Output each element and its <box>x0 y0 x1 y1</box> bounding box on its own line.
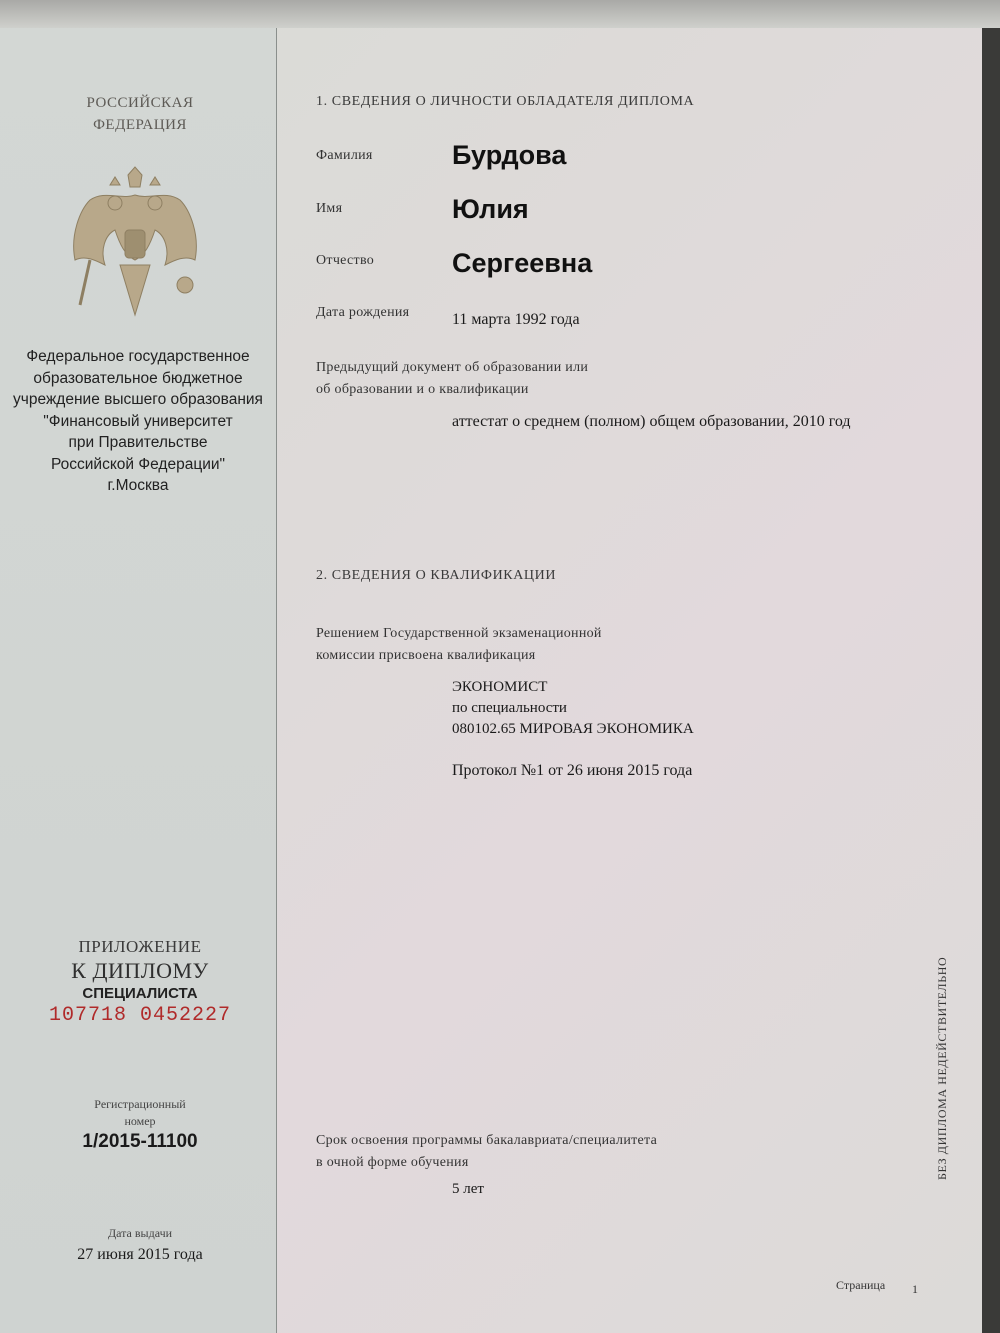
study-term-label <box>316 1130 736 1174</box>
study-term-label-line-2: в очной форме обучения <box>316 1155 469 1170</box>
qualification-by-specialty: по специальности <box>452 700 567 716</box>
study-term-label-line-1: Срок освоения программы бакалавриата/специалитета <box>316 1133 658 1148</box>
protocol-value: Протокол №1 от 26 июня 2015 года <box>452 762 693 779</box>
qualification-decision-line-2: комиссии присвоена квалификация <box>316 648 536 663</box>
registration-number: 1/2015-11100 <box>82 1131 198 1152</box>
previous-document-label-line-1: Предыдущий документ об образовании или <box>316 360 589 375</box>
previous-document-label-line-2: об образовании и о квалификации <box>316 382 529 397</box>
issue-date: 27 июня 2015 года <box>77 1246 203 1263</box>
country-line-2: ФЕДЕРАЦИЯ <box>93 117 187 133</box>
qualification-title: ЭКОНОМИСТ <box>452 679 548 695</box>
institution-line: Федеральное государственное <box>26 348 250 365</box>
patronymic-value: Сергеевна <box>452 248 593 278</box>
appendix-title: ПРИЛОЖЕНИЕ <box>78 937 202 956</box>
appendix-degree: СПЕЦИАЛИСТА <box>82 985 198 1002</box>
institution-line: "Финансовый университет <box>43 412 233 430</box>
section-personal-title: 1. СВЕДЕНИЯ О ЛИЧНОСТИ ОБЛАДАТЕЛЯ ДИПЛОМА <box>316 94 695 109</box>
page-number: 1 <box>912 1282 918 1296</box>
qualification-decision-label <box>316 623 676 667</box>
surname-value: Бурдова <box>452 140 567 170</box>
institution-line: образовательное бюджетное <box>33 369 243 387</box>
invalid-without-diploma-note: БЕЗ ДИПЛОМА НЕДЕЙСТВИТЕЛЬНО <box>935 956 949 1180</box>
registration-label <box>40 1096 240 1130</box>
column-divider <box>276 28 277 1333</box>
issue-date-label: Дата выдачи <box>107 1226 173 1240</box>
qualification-decision-line-1: Решением Государственной экзаменационной <box>316 626 602 641</box>
appendix-subtitle: К ДИПЛОМУ <box>71 958 209 983</box>
previous-document-label <box>316 357 676 401</box>
page-label: Страница <box>836 1278 886 1292</box>
institution-name <box>0 346 276 497</box>
country-line-1: РОССИЙСКАЯ <box>86 95 194 111</box>
surname-label: Фамилия <box>316 148 373 163</box>
registration-label-line-2: номер <box>124 1114 156 1128</box>
qualification-specialty: 080102.65 МИРОВАЯ ЭКОНОМИКА <box>452 721 694 737</box>
dob-label: Дата рождения <box>316 305 410 320</box>
name-label: Имя <box>316 201 343 216</box>
institution-line: учреждение высшего образования <box>13 391 263 408</box>
patronymic-label: Отчество <box>316 253 375 268</box>
name-value: Юлия <box>452 194 529 224</box>
registration-label-line-1: Регистрационный <box>94 1097 186 1111</box>
qualification-block <box>452 677 694 740</box>
institution-line: Российской Федерации" <box>50 455 226 473</box>
dob-value: 11 марта 1992 года <box>452 311 580 328</box>
institution-line: при Правительстве <box>68 434 208 451</box>
study-term-value: 5 лет <box>452 1181 484 1197</box>
institution-line: г.Москва <box>107 477 169 494</box>
country-title <box>40 92 240 136</box>
section-qualification-title: 2. СВЕДЕНИЯ О КВАЛИФИКАЦИИ <box>316 568 557 583</box>
paper-top-edge <box>0 0 1000 28</box>
appendix-serial-number: 107718 0452227 <box>48 1004 232 1027</box>
previous-document-value: аттестат о среднем (полном) общем образовании, 2010 год <box>452 413 851 430</box>
coat-of-arms-icon <box>60 165 210 325</box>
